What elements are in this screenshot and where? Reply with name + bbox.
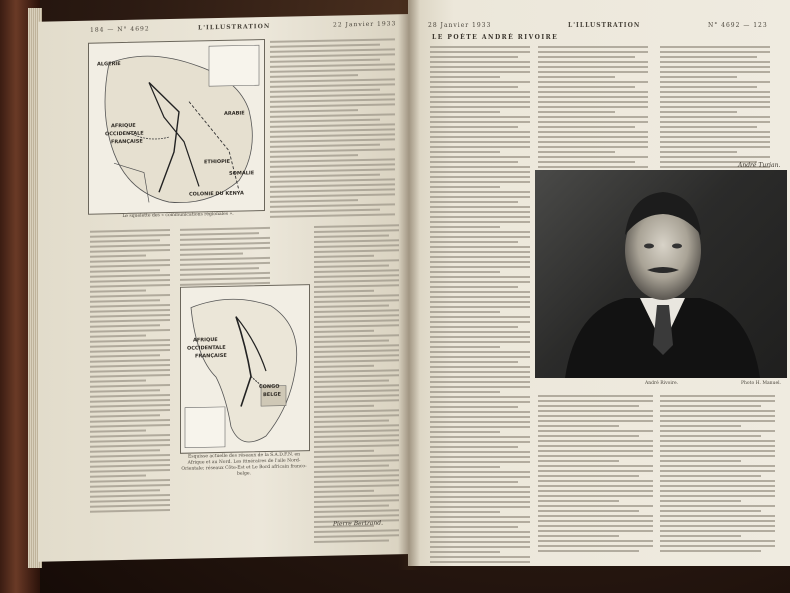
map1-label-7: COLONIE DU KENYA — [189, 190, 244, 198]
photo-caption-row — [535, 381, 787, 387]
article-title: LE POÈTE ANDRÉ RIVOIRE — [432, 34, 559, 41]
left-col-1-text — [90, 229, 170, 516]
map1-label-1: AFRIQUE — [111, 122, 136, 130]
left-page-number: 184 — N° 4692 — [90, 25, 150, 34]
left-page — [38, 14, 410, 562]
left-col-right-top — [270, 38, 395, 221]
map1-label-5: ETHIOPIE — [204, 158, 231, 166]
right-signature: André Turian. — [738, 162, 781, 169]
right-col-1-text — [430, 46, 530, 566]
right-header-date: 28 Janvier 1933 — [428, 22, 492, 29]
map2-label-3: CONGO — [259, 383, 280, 391]
portrait-drawing — [535, 170, 787, 378]
right-col-2-bottom-text — [538, 395, 653, 555]
left-signature: Pierre Bertrand. — [333, 519, 383, 528]
left-header-title: L'ILLUSTRATION — [198, 22, 271, 32]
map1-label-2: OCCIDENTALE — [105, 130, 144, 138]
map2-label-4: BELGE — [263, 391, 281, 399]
book-gutter-shadow — [398, 0, 420, 570]
map1-label-3: FRANÇAISE — [111, 138, 143, 146]
right-page — [408, 0, 790, 566]
photo-caption: André Rivoire. — [645, 381, 679, 386]
map2-label-0: AFRIQUE — [193, 337, 218, 344]
right-page-number: N° 4692 — 123 — [708, 22, 768, 29]
map1-label-0: ALGERIE — [97, 61, 121, 68]
map-africa-2 — [180, 284, 310, 454]
map1-label-6: SOMALIE — [229, 170, 255, 177]
map1-caption: Le squelette des « communications régionales ». — [122, 211, 234, 220]
map1-label-4: ARABIE — [224, 110, 245, 117]
map2-caption: Esquisse actuelle des réseaux de la S.A.D.F.N. en Afrique et au Nord. Les itinéraires de l'aile Nord-Orientale; réseaux Côte-Est et Le Bord africain franco-belge. — [181, 452, 307, 477]
map2-label-1: OCCIDENTALE — [187, 344, 226, 352]
map2-label-2: FRANÇAISE — [195, 352, 227, 360]
left-col-3-text — [314, 224, 399, 546]
photo-credit: Photo H. Manuel. — [741, 381, 781, 386]
right-col-3-bottom-text — [660, 395, 775, 555]
portrait-photo — [535, 170, 787, 378]
left-header-date: 22 Janvier 1933 — [333, 20, 397, 29]
map-africa-1 — [88, 39, 265, 215]
right-header-title: L'ILLUSTRATION — [568, 22, 641, 29]
map-2-drawing — [181, 285, 309, 453]
